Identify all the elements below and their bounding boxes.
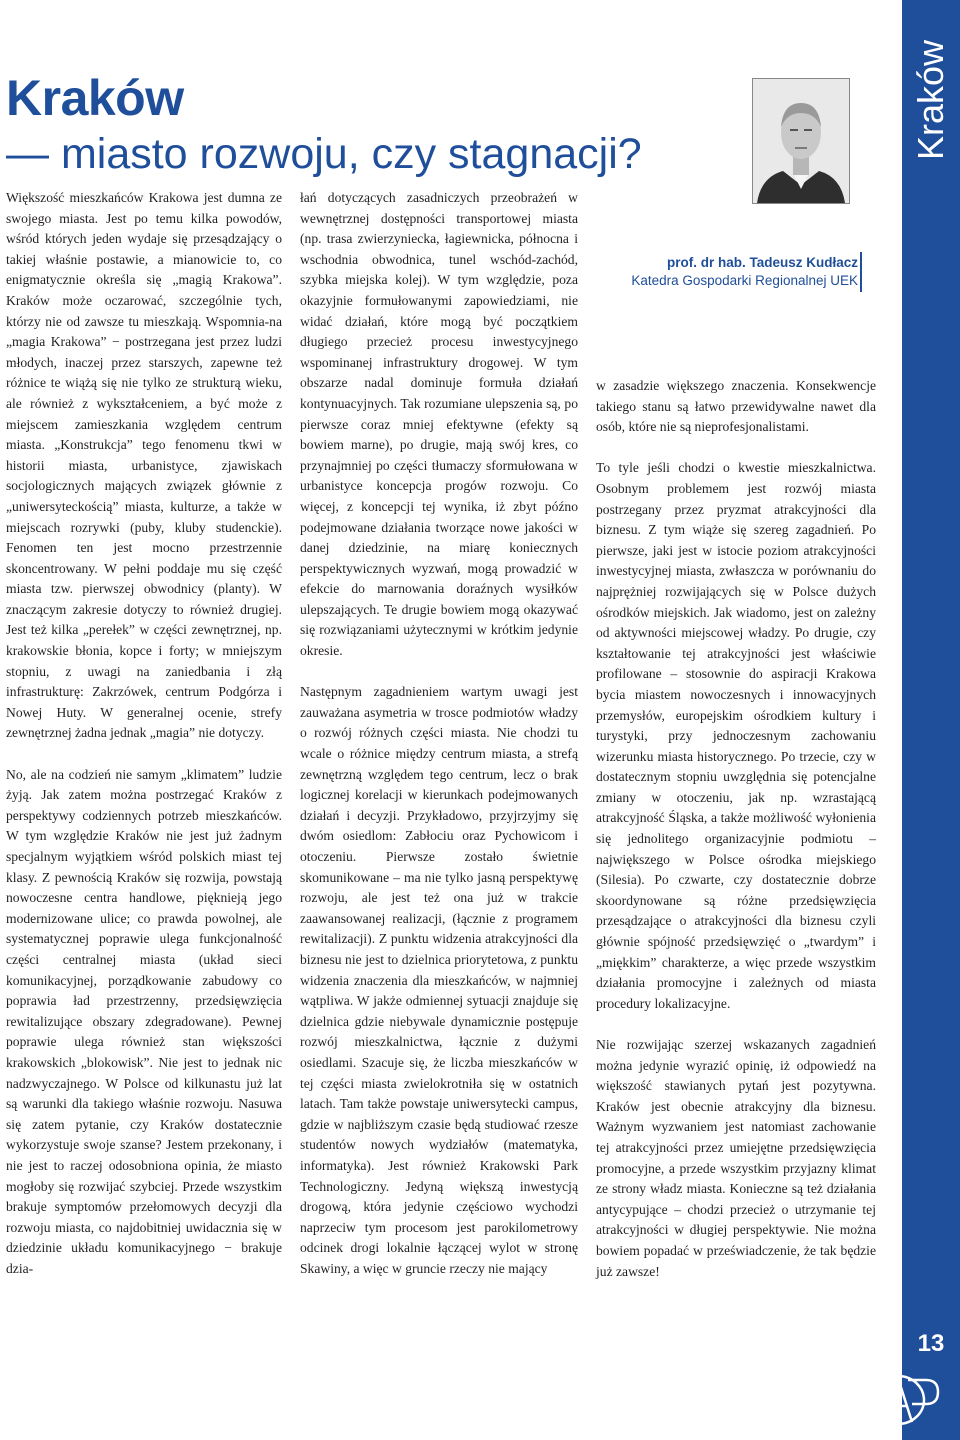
article-title: Kraków	[6, 70, 184, 126]
paragraph: Nie rozwijając szerzej wskazanych zagadnień można jedynie wyrazić opinię, iż odpowiedź na większość stawianych pytań jest pozytywna. Kraków jest obecnie atrakcyjny dla biznesu. Ważnym wyzwaniem jest natomiast zachowanie tej atrakcyjności przez umiejętne przedsięwzięcia promocyjne, a przede wszystkim przyjazny klimat ze strony władz miasta. Konieczne są też działania antycypujące – chodzi przecież o utrzymanie tej atrakcyjności w długiej perspektywie. Nie można bowiem popadać w przeświadczenie, że tak będzie już zawsze!	[596, 1037, 876, 1279]
paragraph: Większość mieszkańców Krakowa jest dumna ze swojego miasta. Jest po temu kilka powodów, wśród których jeden wydaje się przesądzający o takiej właśnie postawie, a mianowicie to, co enigmatycznie określa się „magią Krakowa”. Kraków może oczarować, szczególnie tych, którzy nie od zawsze tu mieszkają. Wspomnia-na „magia Krakowa” − postrzegana jest przez ludzi młodych, inaczej przez starszych, zapewne też różnice te wiążą się nie tylko ze strukturą wieku, ale również z wykształceniem, a być może z miejscem zamieszkania względem centrum miasta. „Konstrukcja” tego fenomenu tkwi w historii miasta, urbanistyce, zjawiskach socjologicznych mających związek głównie z „uniwersyteckością” miasta, kulturze, a także w miejscach rozrywki (puby, kluby studenckie). Fenomen ten jest mocno przestrzennie skoncentrowany. W pełni poddaje mu się część miasta tzw. pierwszej obwodnicy (planty). W znaczącym zakresie dotyczy to również drugiej. Jest też kilka „perełek” w części zewnętrznej, np. krakowskie błonia, kopce i forty; w mniejszym stopniu, z uwagi na zaniedbania i złą infrastrukturę: Zakrzówek, centrum Podgórza i Nowej Huty. W generalnej ocenie, strefy zewnętrznej żadna jednak „magia” nie dotyczy.	[6, 190, 282, 741]
paragraph: To tyle jeśli chodzi o kwestie mieszkalnictwa. Osobnym problemem jest rozwój miasta postrzegany przez pryzmat atrakcyjności dla biznesu. Z tym wiąże się szereg zagadnień. Po pierwsze, jaki jest w istocie poziom atrakcyjności inwestycyjnej miasta, zwłaszcza w porównaniu do najprężniej rozwijających się w Polsce dużych ośrodków miejskich. Jak wiadomo, jest on zależny od aktywności miejscowej władzy. Po drugie, czy kształtowanie tej atrakcyjności jest właściwie profilowane – stosownie do aspiracji Krakowa bycia miastem nowoczesnych i innowacyjnych przemysłów, europejskim ośrodkiem kultury i turystyki, przy jednoczesnym zachowaniu wizerunku miasta historycznego. Po trzecie, czy w dostatecznym stopniu uwzględnia się potencjalne zmiany w otoczeniu, jak np. wzrastającą atrakcyjność Śląska, a także możliwość wyłonienia się jednolitego organizacyjnie podmiotu – największego w Polsce ośrodka miejskiego (Silesia). Po czwarte, czy dostatecznie dobrze skoordynowane są różne przedsięwzięcia przesądzające o atrakcyjności dla biznesu czyli głównie spójność przedsięwzięć o „twardym” i „miękkim” charakterze, a więc przede wszystkim działania promocyjne i zależnych od miasta procedury lokalizacyjne.	[596, 460, 876, 1011]
paragraph: łań dotyczących zasadniczych przeobrażeń w wewnętrznej dostępności transportowej miasta (np. trasa zwierzyniecka, łagiewnicka, północna i wschodnia obwodnica, tunel wschód-zachód, szybka miejska kolej). W tym względzie, poza okazyjnie formułowanymi zapowiedziami, nie widać działań, które mogą być początkiem długiego przecież procesu inwestycyjnego wspominanej infrastruktury drogowej. W tym obszarze nadal dominuje formuła działań kontynuacyjnych. Tak rozumiane ulepszenia są, po pierwsze coraz mniej efektywne (efekty są bowiem marne), po drugie, mają swój kres, co przynajmniej po części tłumaczy sformułowana w urbanistyce koncepcja progów rozwoju. Co więcej, z koncepcji tej wynika, iż zbyt późno podejmowane działania tworzące nowe jakości w danej dziedzinie, na miarę koniecznych perspektywicznych wyzwań, mogą prowadzić w efekcie do marnowania doraźnych wysiłków ulepszających. Te drugie bowiem mogą okazywać się rozwiązaniami użytecznymi w krótkim jedynie okresie.	[300, 190, 578, 659]
author-photo	[752, 78, 850, 204]
text-column-3	[596, 376, 876, 1303]
section-label	[902, 0, 960, 200]
paragraph: No, ale na codzień nie samym „klimatem” ludzie żyją. Jak zatem można postrzegać Kraków z perspektywy codziennych potrzeb mieszkańców. W tym względzie Kraków nie jest już żadnym specjalnym wyjątkiem wśród polskich miast tej klasy. Z pewnością Kraków się rozwija, powstają nowoczesne centra handlowe, pięknieją jego modernizowane ulice; co prawda powolnej, ale systematycznej poprawie ulega funkcjonalność części centralnej miasta (układ sieci komunikacyjnej, porządkowanie zabudowy co poprawia ład przestrzenny, przedsięwzięcia rewitalizujące obszary zdegradowane). Pewnej poprawie ulega również stan większości krakowskich „blokowisk”. Nie jest to jednak nic nadzwyczajnego. W Polsce od kilkunastu już lat są warunki dla takiego właśnie rozwoju. Nasuwa się zatem pytanie, czy Kraków dostatecznie wykorzystuje swoje szanse? Jestem przekonany, i nie jest to raczej odosobniona opinia, że miasto mogłoby się rozwijać szybciej. Przede wszystkim brakuje symptomów przełomowych decyzji dla rozwoju miasta, co najdobitniej uwidacznia się w dziedzinie układu komunikacyjnego − brakuje dzia-	[6, 766, 282, 1276]
author-affiliation: Katedra Gospodarki Regionalnej UEK	[631, 273, 858, 288]
text-column-1	[6, 188, 282, 1300]
article-subtitle: — miasto rozwoju, czy stagnacji?	[6, 130, 642, 178]
section-label-text: Kraków	[910, 39, 951, 161]
author-name: prof. dr hab. Tadeusz Kudłacz	[666, 255, 858, 270]
author-portrait-icon	[753, 79, 849, 203]
text-column-2	[300, 188, 578, 1300]
page-number: 13	[917, 1330, 945, 1357]
paragraph: Następnym zagadnieniem wartym uwagi jest zauważana asymetria w trosce podmiotów władzy o rozwój różnych części miasta. Nie chodzi tu wcale o różnice między centrum miasta, a strefą zewnętrzną względem tego centrum, lecz o brak logicznej korelacji w kierunkach podejmowanych działań i decyzji. Przykładowo, przyjrzyjmy się dwóm osiedlom: Zabłociu oraz Pychowicom i otoczeniu. Pierwsze zostało świetnie skomunikowane – ma nie tylko jasną perspektywę rozwoju, ale jest też ona już w trakcie zaawansowanej realizacji, (łącznie z programem rewitalizacji). Z punktu widzenia atrakcyjności dla biznesu nie jest to dzielnica priorytetowa, z punktu widzenia znaczenia dla mieszkańców, w najmniej wątpliwa. W jakże odmiennej sytuacji znajduje się dzielnica gdzie niebywale dynamicznie postępuje rozwój mieszkalnictwa, łącznie z dużymi osiedlami. Szacuje się, że liczba mieszkańców w tej części miasta zwielokrotniła się w ostatnich latach. Tam także powstaje uniwersytecki campus, gdzie w najbliższym czasie będą studiować rzesze studentów nowych wydziałów (matematyka, informatyka). Jest również Krakowski Park Technologiczny. Jedyną większą inwestycją drogową, która jedynie częściowo wychodzi naprzeciw tym procesom jest parokilometrowy odcinek drogi lokalnie łączącej wylot w stronę Skawiny, a więc w gruncie rzeczy nie mający	[300, 684, 578, 1276]
publisher-logo-icon	[868, 1368, 940, 1428]
author-block	[596, 254, 858, 290]
side-color-band	[902, 0, 960, 1440]
author-accent-rule	[860, 252, 862, 292]
paragraph: w zasadzie większego znaczenia. Konsekwencje takiego stanu są łatwo przewidywalne nawet dla osób, które nie są nieprofesjonalistami.	[596, 378, 876, 435]
